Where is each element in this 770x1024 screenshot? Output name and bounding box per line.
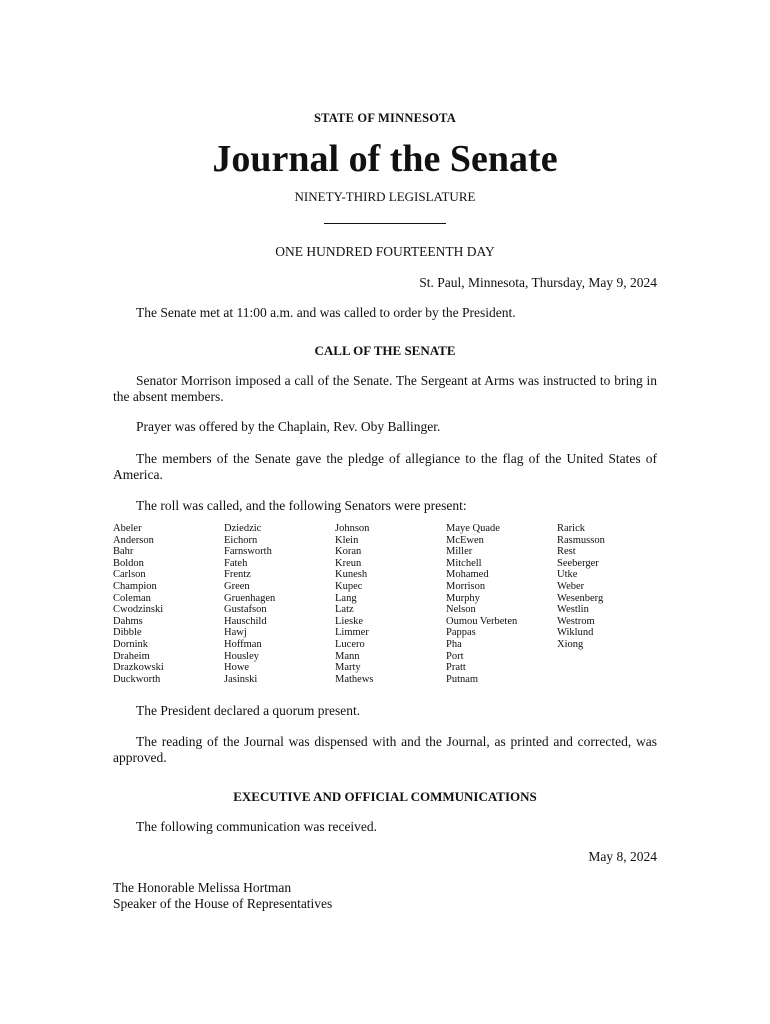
paragraph-met-text: The Senate met at 11:00 a.m. and was called to order by the President.: [136, 305, 516, 320]
roster-name: Green: [224, 580, 250, 592]
roster-name: Oumou Verbeten: [446, 615, 518, 627]
roster-name: Wesenberg: [557, 592, 604, 604]
roster-name: Dahms: [113, 615, 143, 627]
roster-name: Duckworth: [113, 673, 161, 685]
roster-name: Pappas: [446, 627, 476, 639]
roster-name: Miller: [446, 546, 473, 558]
addressee-name: The Honorable Melissa Hortman: [113, 880, 292, 895]
roster-name: Champion: [113, 580, 157, 592]
roster-name: Abeler: [113, 523, 142, 534]
roster-name: Eichorn: [224, 534, 258, 546]
roster-name: Latz: [335, 604, 354, 616]
title-rule: [324, 223, 446, 224]
letter-date: May 8, 2024: [588, 849, 657, 864]
roster-name: Draheim: [113, 650, 150, 662]
roster-name: Hauschild: [224, 615, 267, 627]
roster-name: Cwodzinski: [113, 604, 164, 616]
roster-name: Pha: [446, 638, 462, 650]
roster-name: Putnam: [446, 673, 479, 685]
roster-name: Kunesh: [335, 569, 368, 581]
roster-name: Klein: [335, 534, 359, 546]
roster-name: Wiklund: [557, 627, 594, 639]
paragraph-communication-text: The following communication was received.: [136, 819, 378, 834]
roster-name: Lang: [335, 592, 357, 604]
paragraph-pledge: [113, 451, 657, 483]
roster-name: Carlson: [113, 569, 146, 581]
roster-name: Port: [446, 650, 464, 662]
roster-name: McEwen: [446, 534, 484, 546]
roster-name: Jasinski: [224, 673, 258, 685]
roster-name: Xiong: [557, 638, 584, 650]
paragraph-pledge-text: The members of the Senate gave the pledge of allegiance to the flag of the United States of America.: [113, 451, 657, 482]
roster-name: Fateh: [224, 557, 248, 569]
roster-name: Coleman: [113, 592, 151, 604]
roster-name: Mohamed: [446, 569, 489, 581]
roster-name: Rarick: [557, 523, 585, 534]
roster-name: Dornink: [113, 638, 148, 650]
roster-name: Marty: [335, 662, 361, 674]
roster-name: Westrom: [557, 615, 595, 627]
roster-name: Seeberger: [557, 557, 599, 569]
paragraph-roll-text: The roll was called, and the following Senators were present:: [136, 498, 467, 513]
roster-name: Johnson: [335, 523, 370, 534]
roster-name: Mitchell: [446, 557, 482, 569]
roster-name: Frentz: [224, 569, 251, 581]
roster-name: Nelson: [446, 604, 476, 616]
roster-name: Mathews: [335, 673, 374, 685]
roster-name: Bahr: [113, 546, 134, 558]
roster-name: Dziedzic: [224, 523, 262, 534]
roster-name: Dibble: [113, 627, 142, 639]
paragraph-roll: [113, 498, 657, 514]
paragraph-met: [113, 305, 657, 321]
paragraph-journal-text: The reading of the Journal was dispensed with and the Journal, as printed and corrected, was approved.: [113, 734, 657, 765]
roster-name: Kupec: [335, 580, 363, 592]
roster-name: Morrison: [446, 580, 486, 592]
journal-title: Journal of the Senate: [212, 138, 558, 180]
state-header: STATE OF MINNESOTA: [313, 111, 457, 125]
roster-column-3: [335, 523, 374, 685]
roster-name: Anderson: [113, 534, 154, 546]
roster-name: Drazkowski: [113, 662, 164, 674]
roster-name: Murphy: [446, 592, 480, 604]
legislature-label: NINETY-THIRD LEGISLATURE: [294, 189, 476, 204]
roster-column-2: [224, 523, 275, 685]
roster-name: Utke: [557, 569, 578, 581]
roster-name: Lieske: [335, 615, 363, 627]
roster-name: Mann: [335, 650, 360, 662]
roster-name: Limmer: [335, 627, 369, 639]
roster-name: Rest: [557, 546, 576, 558]
paragraph-prayer-text: Prayer was offered by the Chaplain, Rev. Oby Ballinger.: [136, 419, 441, 434]
paragraph-communication: [113, 819, 657, 835]
paragraph-call-text: Senator Morrison imposed a call of the Senate. The Sergeant at Arms was instructed to bring in the absent members.: [113, 373, 657, 404]
paragraph-prayer: [113, 419, 657, 435]
roster-name: Pratt: [446, 662, 466, 674]
roster-name: Kreun: [335, 557, 362, 569]
roster-name: Boldon: [113, 557, 144, 569]
paragraph-call: [113, 373, 657, 405]
paragraph-quorum-text: The President declared a quorum present.: [136, 703, 361, 718]
roster-name: Lucero: [335, 638, 365, 650]
roster-name: Gruenhagen: [224, 592, 276, 604]
roster-name: Howe: [224, 662, 250, 674]
roster-column-1: [113, 523, 164, 685]
roster-name: Westlin: [557, 604, 589, 616]
paragraph-quorum: [113, 703, 657, 719]
roster-name: Maye Quade: [446, 523, 500, 534]
roster-column-5: [557, 523, 605, 651]
roster-name: Farnsworth: [224, 546, 272, 558]
call-heading: CALL OF THE SENATE: [314, 343, 456, 358]
addressee-title: Speaker of the House of Representatives: [113, 896, 333, 911]
roster-name: Gustafson: [224, 604, 267, 616]
roster-column-4: [446, 523, 517, 685]
roster-name: Housley: [224, 650, 259, 662]
exec-heading: EXECUTIVE AND OFFICIAL COMMUNICATIONS: [233, 789, 537, 804]
roster-name: Rasmusson: [557, 534, 605, 546]
roster-name: Koran: [335, 546, 362, 558]
paragraph-journal: [113, 734, 657, 766]
roster-name: Hoffman: [224, 638, 262, 650]
day-label: ONE HUNDRED FOURTEENTH DAY: [275, 244, 495, 259]
roster-name: Hawj: [224, 627, 247, 639]
dateline: St. Paul, Minnesota, Thursday, May 9, 2024: [419, 275, 657, 290]
roster-name: Weber: [557, 580, 585, 592]
